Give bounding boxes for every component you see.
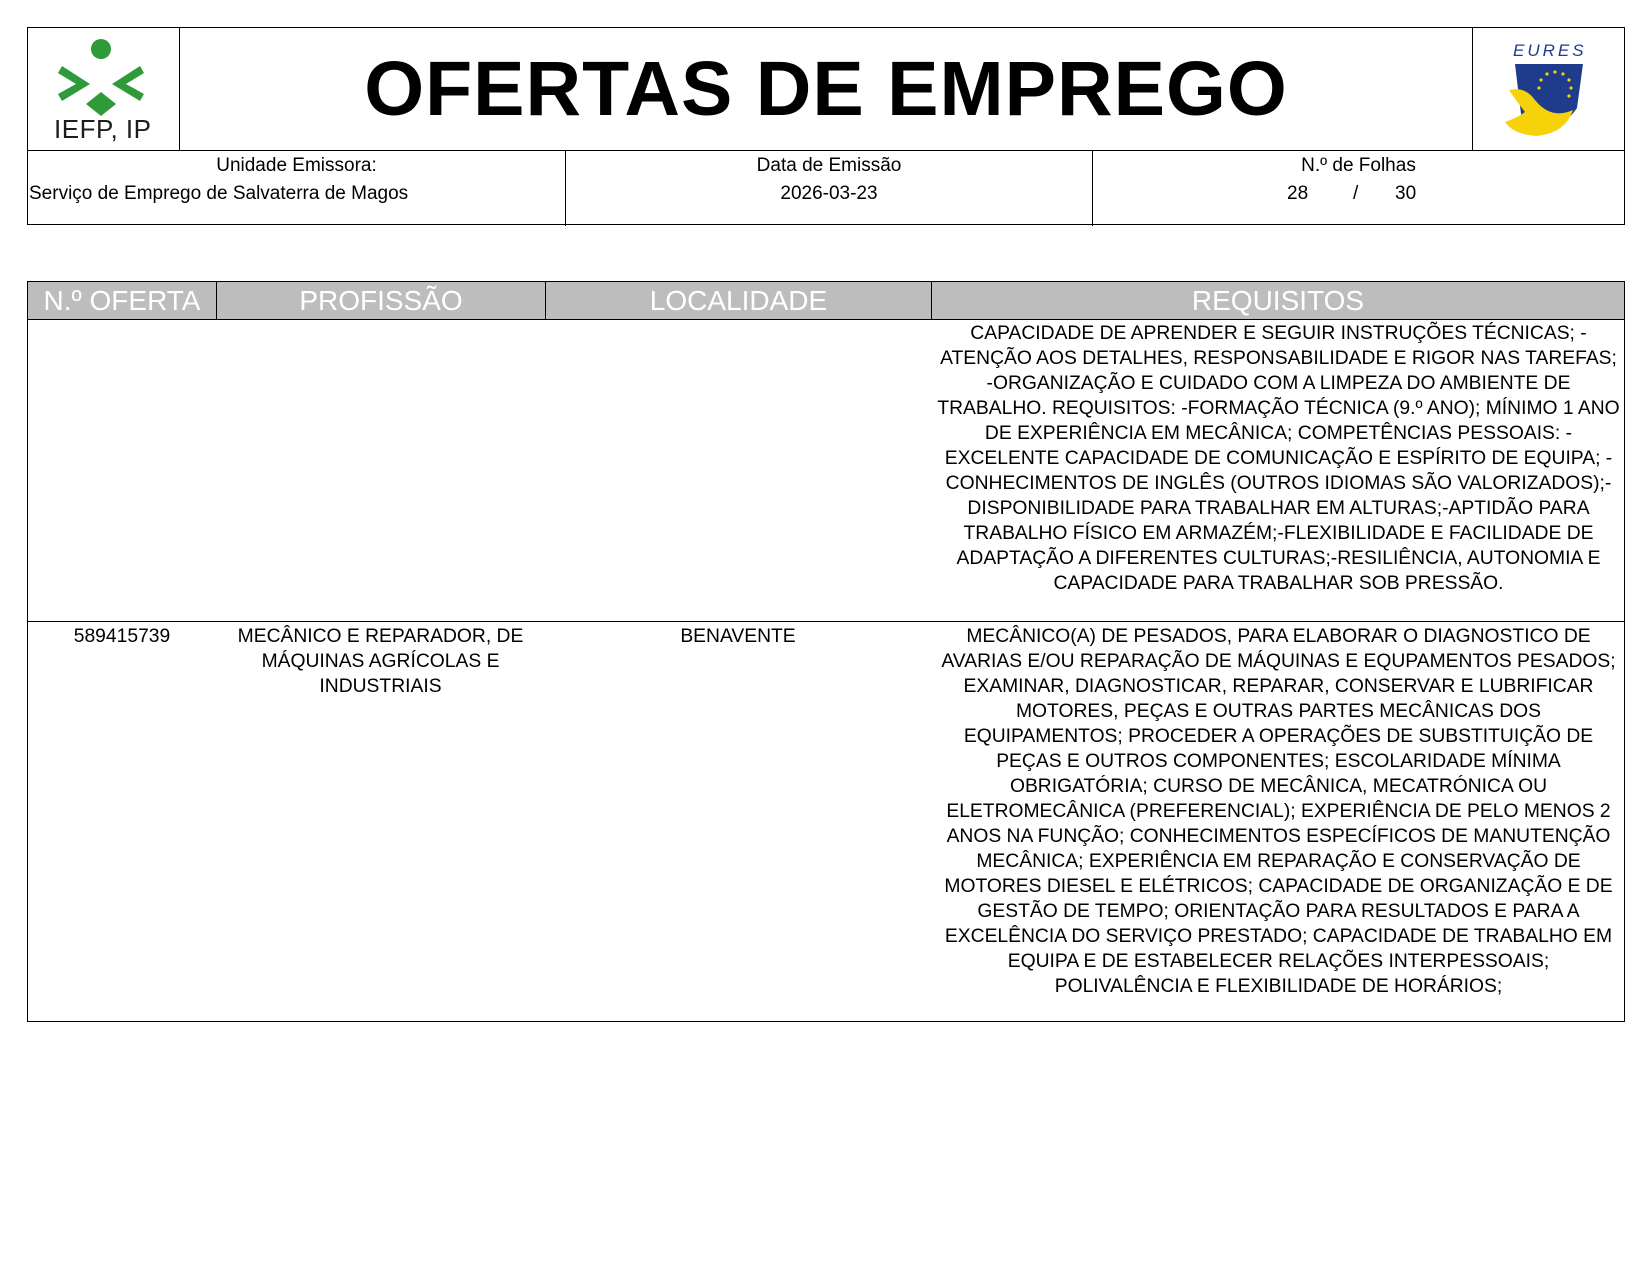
data-emissao-cell [565,151,1092,226]
unidade-emissora-value: Serviço de Emprego de Salvaterra de Magos [29,183,409,204]
page-title: OFERTAS DE EMPREGO [364,45,1288,132]
numero-folhas-label: N.º de Folhas [1301,155,1416,176]
eures-logo-icon [1473,28,1625,150]
profissao-cell [216,320,545,322]
eures-logo [1472,28,1624,150]
requisitos-cell: CAPACIDADE DE APRENDER E SEGUIR INSTRUÇÕES TÉCNICAS; -ATENÇÃO AOS DETALHES, RESPONSABILIDADE E RIGOR NAS TAREFAS; -ORGANIZAÇÃO E CUIDADO COM A LIMPEZA DO AMBIENTE DE TRABALHO. REQUISITOS: -FORMAÇÃO TÉCNICA (9.º ANO); MÍNIMO 1 ANO DE EXPERIÊNCIA EM MECÂNICA; COMPETÊNCIAS PESSOAIS: -EXCELENTE CAPACIDADE DE COMUNICAÇÃO E ESPÍRITO DE EQUIPA; -CONHECIMENTOS DE INGLÊS (OUTROS IDIOMAS SÃO VALORIZADOS);-DISPONIBILIDADE PARA TRABALHAR EM ALTURAS;-APTIDÃO PARA TRABALHO FÍSICO EM ARMAZÉM;-FLEXIBILIDADE E FACILIDADE DE ADAPTAÇÃO A DIFERENTES CULTURAS;-RESILIÊNCIA, AUTONOMIA E CAPACIDADE PARA TRABALHAR SOB PRESSÃO. [937,323,1620,594]
document-header [27,27,1625,225]
localidade-cell [545,320,931,322]
data-emissao-value: 2026-03-23 [780,183,878,204]
issuance-info-row [28,150,1624,226]
table-row [28,320,1624,622]
job-offers-table [27,281,1625,1022]
eures-logo-text: EURES [1513,41,1587,60]
localidade-cell: BENAVENTE [680,626,796,647]
table-row [28,622,1624,1021]
folhas-current: 28 [1287,183,1309,204]
requisitos-cell: MECÂNICO(A) DE PESADOS, PARA ELABORAR O DIAGNOSTICO DE AVARIAS E/OU REPARAÇÃO DE MÁQUINAS E EQUPAMENTOS PESADOS; EXAMINAR, DIAGNOSTICAR, REPARAR, CONSERVAR E LUBRIFICAR MOTORES, PEÇAS E OUTRAS PARTES MECÂNICAS DOS EQUIPAMENTOS; PROCEDER A OPERAÇÕES DE SUBSTITUIÇÃO DE PEÇAS E OUTROS COMPONENTES; ESCOLARIDADE MÍNIMA OBRIGATÓRIA; CURSO DE MECÂNICA, MECATRÓNICA OU ELETROMECÂNICA (PREFERENCIAL); EXPERIÊNCIA DE PELO MENOS 2 ANOS NA FUNÇÃO; CONHECIMENTOS ESPECÍFICOS DE MANUTENÇÃO MECÂNICA; EXPERIÊNCIA EM REPARAÇÃO E CONSERVAÇÃO DE MOTORES DIESEL E ELÉTRICOS; CAPACIDADE DE ORGANIZAÇÃO E DE GESTÃO DE TEMPO; ORIENTAÇÃO PARA RESULTADOS E PARA A EXCELÊNCIA DO SERVIÇO PRESTADO; CAPACIDADE DE TRABALHO EM EQUIPA E DE ESTABELECER RELAÇÕES INTERPESSOAIS; POLIVALÊNCIA E FLEXIBILIDADE DE HORÁRIOS; [941,626,1616,997]
column-header-oferta: N.º OFERTA [43,284,201,316]
profissao-cell: MECÂNICO E REPARADOR, DE MÁQUINAS AGRÍCOLAS E INDUSTRIAIS [237,626,524,697]
oferta-cell: 589415739 [73,626,171,647]
folhas-total: 30 [1395,183,1417,204]
column-header-localidade: LOCALIDADE [545,282,931,319]
table-header [28,282,1624,320]
unidade-emissora-cell [28,151,565,226]
iefp-logo-text: IEFP, IP [54,114,152,144]
oferta-cell [28,320,216,322]
column-header-requisitos: REQUISITOS [931,282,1624,319]
iefp-logo [28,28,180,150]
column-header-profissao: PROFISSÃO [216,282,545,319]
data-emissao-label: Data de Emissão [756,155,902,176]
folhas-separator: / [1353,183,1359,204]
numero-folhas-cell [1092,151,1624,226]
unidade-emissora-label: Unidade Emissora: [216,155,377,176]
